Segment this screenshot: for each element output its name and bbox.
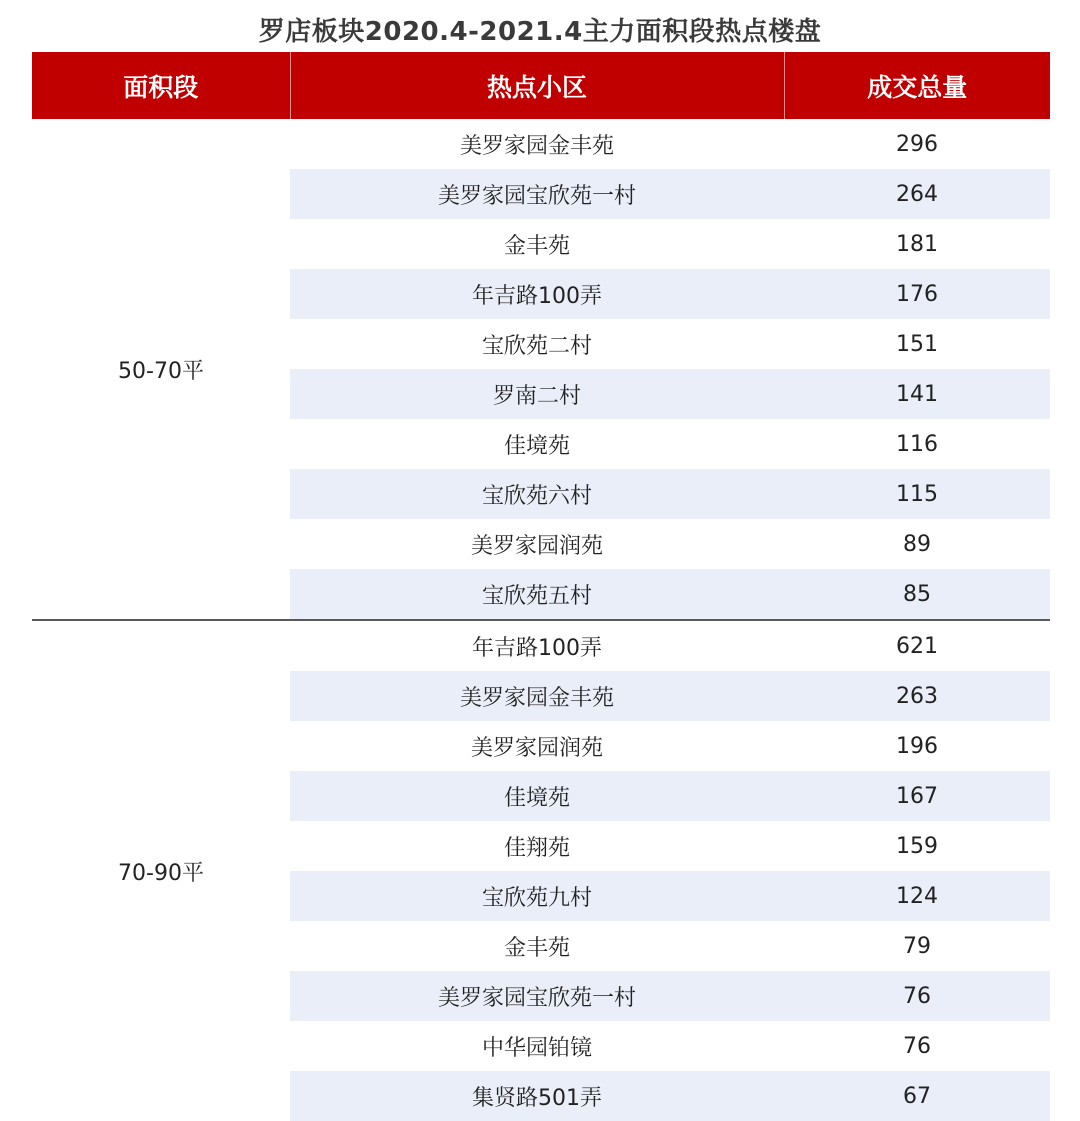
estate-name-cell: 金丰苑 [503,233,570,259]
column-header-hot-estate: 热点小区 [290,52,784,119]
volume-cell: 167 [784,771,1050,821]
column-header-total-volume: 成交总量 [784,52,1050,119]
estate-name-cell: 佳翔苑 [503,835,570,861]
volume-cell: 124 [784,871,1050,921]
estate-name-cell: 年吉路100弄 [290,620,784,671]
volume-cell: 296 [896,131,938,157]
volume-cell: 76 [903,1033,931,1059]
estate-name-cell: 年吉路100弄 [290,269,784,319]
table-row [32,119,1050,169]
column-header-area-segment: 面积段 [32,52,290,119]
estate-name-cell: 美罗家园润苑 [470,735,603,761]
volume-cell: 116 [896,431,938,457]
estate-name-cell: 美罗家园金丰苑 [290,671,784,721]
volume-cell: 79 [903,933,931,959]
estate-name-cell: 佳境苑 [290,771,784,821]
segment-group [32,119,1050,620]
volume-cell: 181 [896,231,938,257]
estate-name-cell: 中华园铂镜 [481,1035,592,1061]
table-header [32,52,1050,119]
estate-name-cell: 集贤路501弄 [290,1071,784,1121]
volume-cell: 176 [784,269,1050,319]
estate-name-cell: 美罗家园宝欣苑一村 [290,971,784,1021]
estate-name-cell: 美罗家园润苑 [470,533,603,559]
estate-name-cell: 宝欣苑九村 [290,871,784,921]
estate-name-cell: 佳境苑 [503,433,570,459]
segment-group [32,620,1050,1121]
estate-name-cell: 宝欣苑六村 [290,469,784,519]
page-title: 罗店板块2020.4-2021.4主力面积段热点楼盘 [258,17,822,47]
volume-cell: 141 [784,369,1050,419]
data-table [32,52,1050,1121]
estate-name-cell: 罗南二村 [290,369,784,419]
volume-cell: 264 [784,169,1050,219]
area-segment-cell: 50-70平 [32,119,290,620]
estate-name-cell: 美罗家园金丰苑 [459,133,614,159]
header-row [32,52,1050,119]
volume-cell: 621 [784,620,1050,671]
estate-name-cell: 金丰苑 [503,935,570,961]
estate-name-cell: 宝欣苑五村 [290,569,784,620]
volume-cell: 76 [784,971,1050,1021]
volume-cell: 85 [784,569,1050,620]
table-row [32,620,1050,671]
volume-cell: 67 [784,1071,1050,1121]
area-segment-cell: 70-90平 [32,620,290,1121]
volume-cell: 151 [896,331,938,357]
estate-name-cell: 宝欣苑二村 [481,333,592,359]
volume-cell: 196 [896,733,938,759]
volume-cell: 115 [784,469,1050,519]
volume-cell: 263 [784,671,1050,721]
volume-cell: 89 [903,531,931,557]
estate-name-cell: 美罗家园宝欣苑一村 [290,169,784,219]
volume-cell: 159 [896,833,938,859]
hot-estates-table [32,52,1050,1121]
